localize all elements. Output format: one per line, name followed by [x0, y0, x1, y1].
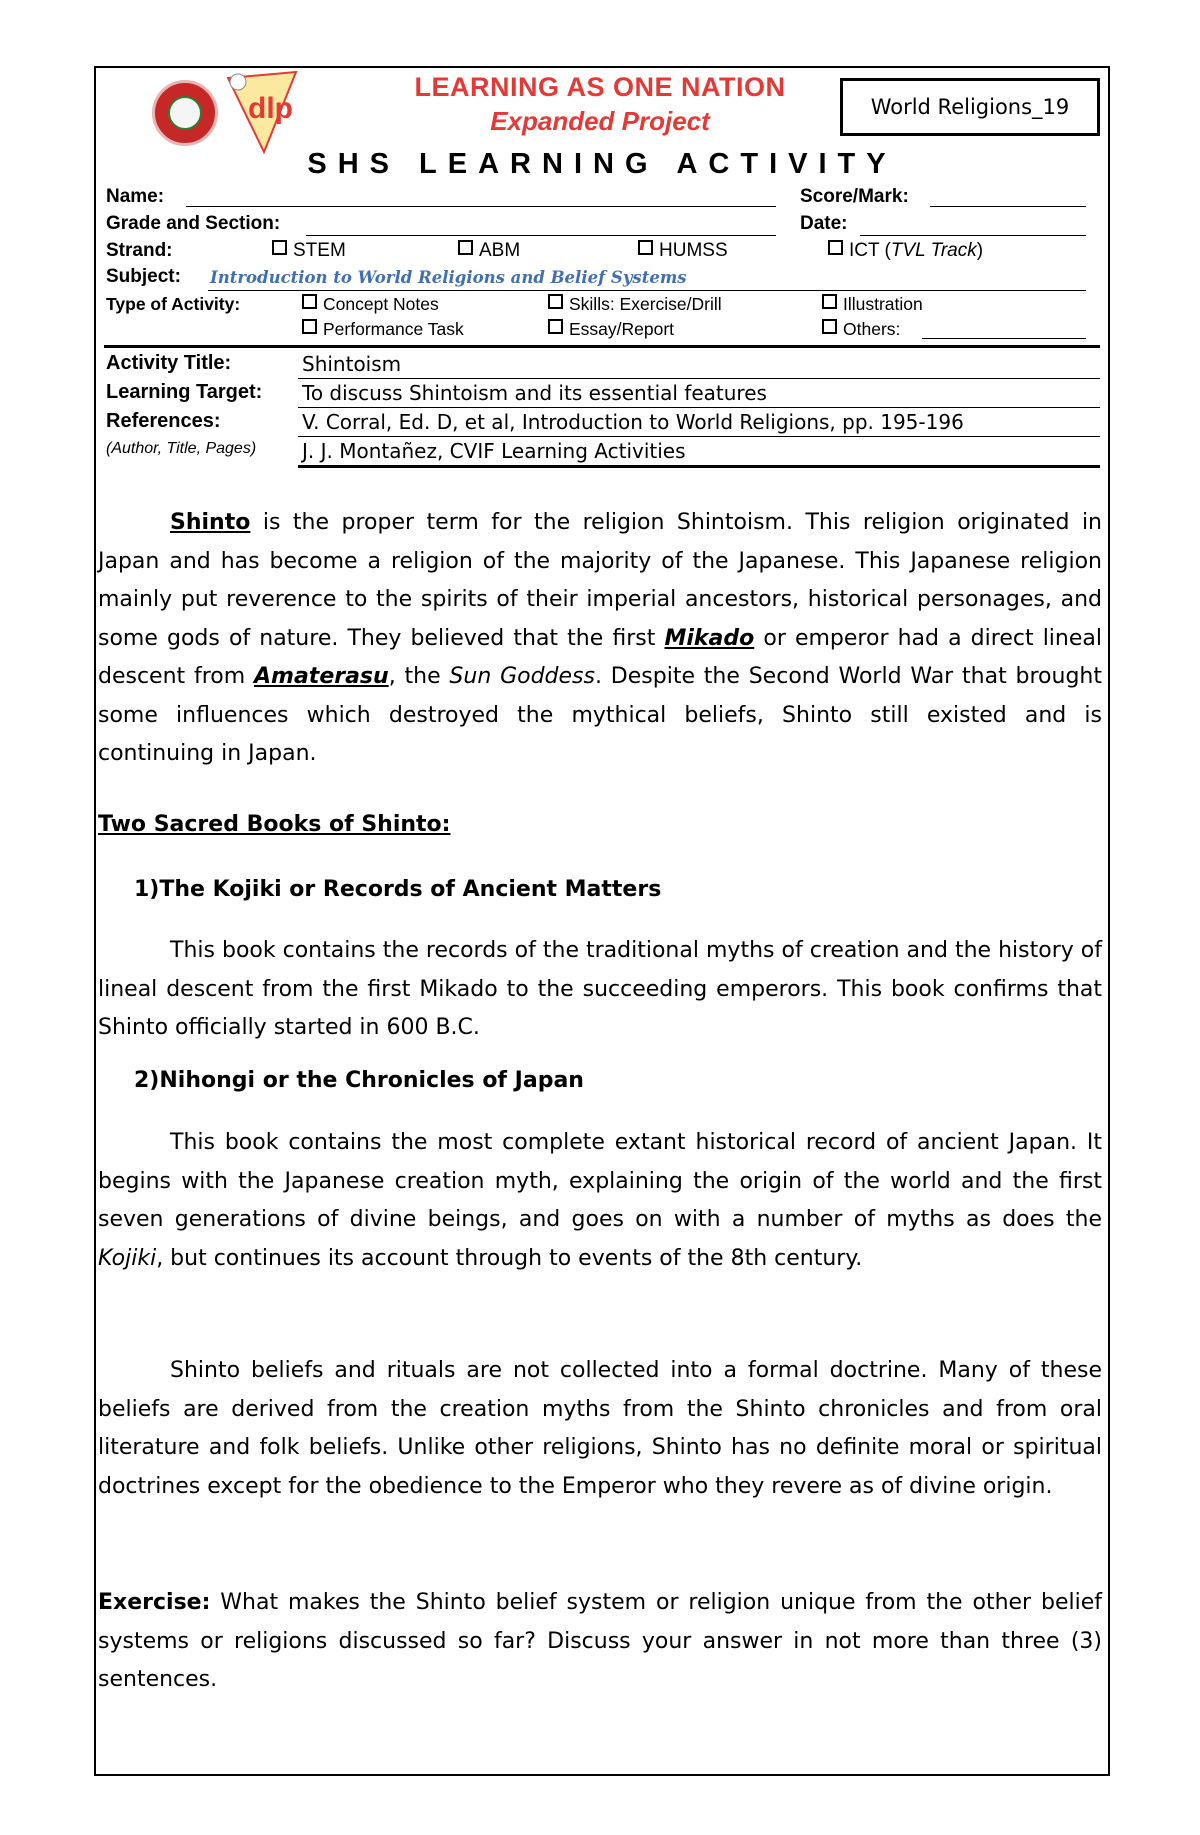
- references-label: References:: [106, 410, 221, 432]
- checkbox-icon: [272, 240, 287, 255]
- activity-code-box: World Religions_19: [840, 78, 1100, 136]
- grade-section-label: Grade and Section:: [106, 213, 281, 234]
- type-option-essay-report[interactable]: Essay/Report: [548, 319, 674, 340]
- type-option-concept-notes[interactable]: Concept Notes: [302, 294, 439, 315]
- activity-title-underline: [298, 378, 1100, 379]
- subject-underline: [208, 290, 1086, 291]
- checkbox-icon: [638, 240, 653, 255]
- date-label: Date:: [800, 213, 848, 234]
- subject-value: Introduction to World Religions and Belief Systems: [210, 268, 687, 287]
- name-label: Name:: [106, 186, 165, 207]
- activity-title-label: Activity Title:: [106, 352, 232, 374]
- book2-description: This book contains the most complete extant historical record of ancient Japan. It begins with the Japanese creation myth, explaining the origin of the world and the first seven generations of divine beings, and goes on with a number of myths as does the Kojiki, but continues its account through to events of the 8th century.: [98, 1130, 1102, 1271]
- subject-label: Subject:: [106, 266, 181, 287]
- checkbox-icon: [828, 240, 843, 255]
- dlp-logo: [224, 70, 300, 154]
- checkbox-icon: [548, 319, 563, 334]
- type-option-illustration[interactable]: Illustration: [822, 294, 923, 315]
- score-label: Score/Mark:: [800, 186, 909, 207]
- book1-title: 1)The Kojiki or Records of Ancient Matters: [134, 877, 662, 902]
- checkbox-icon: [458, 240, 473, 255]
- activity-heading: SHS LEARNING ACTIVITY: [307, 148, 897, 180]
- name-field[interactable]: [186, 206, 776, 207]
- checkbox-icon: [822, 319, 837, 334]
- intro-paragraph: Shinto is the proper term for the religion Shintoism. This religion originated in Japan and has become a religion of the majority of the Japanese. This Japanese religion mainly put reverence to the spirits of their imperial ancestors, historical personages, and some gods of nature. They believed that the first Mikado or emperor had a direct lineal descent from Amaterasu, the Sun Goddess. Despite the Second World War that brought some influences which destroyed the mythical beliefs, Shinto still existed and is continuing in Japan.: [98, 510, 1102, 766]
- checkbox-icon: [822, 294, 837, 309]
- learning-target-underline: [298, 407, 1100, 408]
- divider: [104, 345, 1100, 348]
- checkbox-icon: [548, 294, 563, 309]
- exercise-prompt: Exercise: What makes the Shinto belief system or religion unique from the other belief systems or religions discussed so far? Discuss your answer in not more than three (3) sentences.: [98, 1590, 1102, 1692]
- reference-1-underline: [298, 436, 1100, 437]
- svg-text:dlp: dlp: [248, 92, 293, 125]
- type-option-skills[interactable]: Skills: Exercise/Drill: [548, 294, 722, 315]
- school-seal-logo: [152, 80, 218, 146]
- type-option-performance-task[interactable]: Performance Task: [302, 319, 464, 340]
- book1-description: This book contains the records of the traditional myths of creation and the history of lineal descent from the first Mikado to the succeeding emperors. This book confirms that Shinto officially started in 600 B.C.: [98, 938, 1102, 1040]
- project-subtitle: Expanded Project: [490, 106, 710, 136]
- checkbox-icon: [302, 319, 317, 334]
- score-field[interactable]: [930, 206, 1086, 207]
- grade-section-field[interactable]: [306, 235, 776, 236]
- reference-2: J. J. Montañez, CVIF Learning Activities: [302, 439, 686, 463]
- learning-target-label: Learning Target:: [106, 381, 263, 403]
- strand-label: Strand:: [106, 240, 173, 261]
- project-title: LEARNING AS ONE NATION: [414, 72, 786, 102]
- date-field[interactable]: [860, 235, 1086, 236]
- book2-title: 2)Nihongi or the Chronicles of Japan: [134, 1068, 584, 1093]
- beliefs-paragraph: Shinto beliefs and rituals are not collected into a formal doctrine. Many of these beliefs are derived from the creation myths from the Shinto chronicles and from oral literature and folk beliefs. Unlike other religions, Shinto has no definite moral or spiritual doctrines except for the obedience to the Emperor who they revere as of divine origin.: [98, 1358, 1102, 1499]
- reference-1: V. Corral, Ed. D, et al, Introduction to World Religions, pp. 195-196: [302, 410, 964, 434]
- strand-option-humss[interactable]: HUMSS: [638, 240, 728, 262]
- strand-option-ict[interactable]: ICT (TVL Track): [828, 240, 983, 262]
- type-option-others[interactable]: Others:: [822, 319, 900, 340]
- activity-type-label: Type of Activity:: [106, 294, 241, 314]
- books-heading: Two Sacred Books of Shinto:: [98, 812, 451, 837]
- references-hint: (Author, Title, Pages): [106, 440, 257, 457]
- strand-option-stem[interactable]: STEM: [272, 240, 346, 262]
- strand-option-abm[interactable]: ABM: [458, 240, 520, 262]
- others-field[interactable]: [922, 338, 1086, 339]
- activity-title-value: Shintoism: [302, 352, 402, 376]
- reference-2-underline: [298, 465, 1100, 468]
- checkbox-icon: [302, 294, 317, 309]
- learning-target-value: To discuss Shintoism and its essential features: [302, 381, 767, 405]
